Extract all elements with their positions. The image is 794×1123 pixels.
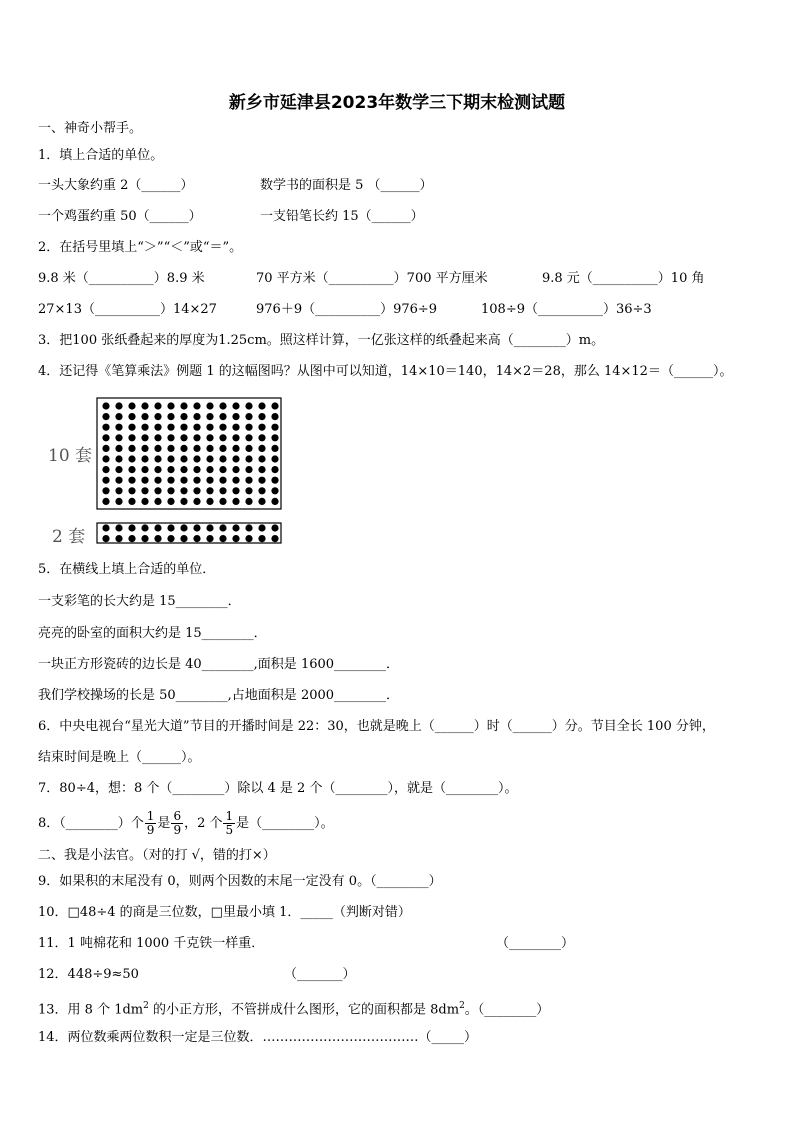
dot [232,413,239,420]
fraction-denominator: 9 [173,823,182,837]
dot [245,434,252,441]
dot [180,498,187,505]
dot [154,402,161,409]
dot [141,402,148,409]
dot [115,455,122,462]
question-12: 12．448÷9≈50 [38,967,139,982]
dot [141,466,148,473]
question-5-item-d: 我们学校操场的长是 50________,占地面积是 2000________． [38,688,400,703]
question-8-part-1: 8．（________）个 [38,816,144,831]
dot [102,445,109,452]
dot [141,524,148,531]
dot [128,487,135,494]
dot [219,402,226,409]
dot [206,524,213,531]
dot [115,445,122,452]
dot [154,455,161,462]
dot [141,477,148,484]
dot [232,466,239,473]
dot [219,413,226,420]
dot [258,413,265,420]
figure-label-top: 10 套 [48,446,93,466]
dot [219,524,226,531]
dot [258,477,265,484]
dot [271,434,278,441]
dot [245,498,252,505]
dot [102,434,109,441]
dot [219,424,226,431]
dot [115,487,122,494]
question-1-item-c: 一个鸡蛋约重 50（______） [38,209,202,224]
dot-array-figure [96,397,284,547]
dot [219,477,226,484]
fraction-numerator: 1 [225,809,234,823]
dot [232,477,239,484]
dot [115,434,122,441]
dot [245,402,252,409]
question-6-line-1: 6．中央电视台“星光大道”节目的开播时间是 22：30，也就是晚上（______）时（______）分。节目全长 100 分钟， [38,719,715,734]
dot [271,498,278,505]
dot [102,477,109,484]
dot [115,466,122,473]
dot [232,402,239,409]
dot [193,466,200,473]
fraction-denominator: 5 [225,823,234,837]
dot [115,424,122,431]
question-4: 4．还记得《笔算乘法》例题 1 的这幅图吗？从图中可以知道，14×10＝140，14×2＝28，那么 14×12＝（______）。 [38,364,733,379]
dot [167,535,174,542]
dot [102,466,109,473]
dot [180,424,187,431]
dot [258,455,265,462]
dot [271,487,278,494]
dot [271,477,278,484]
question-11: 11．1 吨棉花和 1000 千克铁一样重． [38,936,265,951]
dot [258,402,265,409]
dot [245,424,252,431]
dot [193,434,200,441]
dot [232,424,239,431]
dot [115,535,122,542]
dot [128,455,135,462]
dot [232,535,239,542]
dot [141,424,148,431]
dot [206,477,213,484]
question-8-part-3: ，2 个 [184,816,223,831]
dot [232,445,239,452]
dot [193,535,200,542]
dot [219,466,226,473]
dot [232,455,239,462]
dot [193,402,200,409]
dot [102,424,109,431]
dot [128,434,135,441]
dot [258,424,265,431]
dot [128,524,135,531]
dot [206,498,213,505]
question-7: 7．80÷4，想：8 个（________）除以 4 是 2 个（________），就是（________）。 [38,781,518,796]
question-13-part-2: 的小正方形，不管拼成什么图形，它的面积都是 8dm [148,1002,460,1018]
dot [128,498,135,505]
dot [167,402,174,409]
dot [102,413,109,420]
dot [115,413,122,420]
dot [219,434,226,441]
question-2-r2-c: 108÷9（__________）36÷3 [481,302,652,317]
dot [271,413,278,420]
question-1-item-b: 数学书的面积是 5 （______） [260,178,433,193]
dot [141,455,148,462]
dot [206,466,213,473]
dot [258,434,265,441]
fraction-numerator: 6 [173,809,182,823]
dot [206,434,213,441]
dot [115,524,122,531]
question-1-stem: 1．填上合适的单位。 [38,148,164,163]
dot [102,498,109,505]
dot [154,535,161,542]
dot [219,487,226,494]
question-10: 10．□48÷4 的商是三位数，□里最小填 1．_____（判断对错） [38,905,411,920]
dot [193,413,200,420]
dot [128,413,135,420]
dot [128,477,135,484]
dot [167,445,174,452]
dot [180,524,187,531]
fraction-denominator: 9 [146,823,155,837]
dot [180,477,187,484]
dot [154,413,161,420]
square-superscript: 2 [459,1001,465,1011]
dot [219,455,226,462]
dot [167,455,174,462]
fraction-6-9 [171,810,183,837]
dot [193,445,200,452]
dot [245,455,252,462]
question-13 [38,998,549,1018]
question-3: 3．把100 张纸叠起来的厚度为1.25cm。照这样计算，一亿张这样的纸叠起来高（________）m。 [38,333,605,348]
dot [180,466,187,473]
dot [206,413,213,420]
question-2-r2-b: 976＋9（__________）976÷9 [256,302,438,317]
section-1-heading: 一、神奇小帮手。 [38,121,143,136]
dot [193,477,200,484]
dot [271,455,278,462]
figure-label-bottom: 2 套 [52,527,86,547]
dot [232,498,239,505]
question-8-part-4: 是（________）。 [236,816,334,831]
dot [193,498,200,505]
dot [115,477,122,484]
question-5-item-b: 亮亮的卧室的面积大约是 15________． [38,626,267,641]
question-2-stem: 2．在括号里填上“＞”“＜”或“＝”。 [38,240,243,255]
dot [180,402,187,409]
top-dot-frame [97,398,281,509]
question-8 [38,810,334,838]
dot [180,487,187,494]
dot [193,455,200,462]
dot [154,466,161,473]
question-13-part-1: 13．用 8 个 1dm [38,1002,144,1018]
dot [271,445,278,452]
dot [219,445,226,452]
dot [115,498,122,505]
dot [102,487,109,494]
dot [128,402,135,409]
dot [258,535,265,542]
question-2-r1-c: 9.8 元（__________）10 角 [542,271,705,286]
dot [167,466,174,473]
page-title: 新乡市延津县2023年数学三下期末检测试题 [228,93,566,113]
dot [245,524,252,531]
dot [258,445,265,452]
dot [271,402,278,409]
dot [232,524,239,531]
dot [206,445,213,452]
dot [245,413,252,420]
dot [206,535,213,542]
dot [180,434,187,441]
dot [141,434,148,441]
dot [271,535,278,542]
dot [154,445,161,452]
dot [167,434,174,441]
question-11-answer-blank: （________） [496,936,575,951]
dot [219,535,226,542]
question-1-item-d: 一支铅笔长约 15（______） [260,209,424,224]
dot [128,445,135,452]
question-2-r1-a: 9.8 米（__________）8.9 米 [38,271,205,286]
dot [167,424,174,431]
question-8-part-2: 是 [157,816,171,831]
fraction-1-9 [145,810,157,837]
fraction-numerator: 1 [146,809,155,823]
question-6-line-2: 结束时间是晚上（______）。 [38,750,201,765]
dot [258,487,265,494]
dot [102,524,109,531]
question-5-item-a: 一支彩笔的长大约是 15________． [38,594,241,609]
dot [141,487,148,494]
question-13-part-3: 。（________） [464,1002,550,1018]
dot [258,524,265,531]
dot [206,487,213,494]
dot [245,487,252,494]
dot [154,477,161,484]
dot [180,413,187,420]
question-1-item-a: 一头大象约重 2（______） [38,178,194,193]
dot [206,402,213,409]
dot [154,498,161,505]
dot [167,413,174,420]
question-14: 14．两位数乘两位数积一定是三位数．………………………………（_____） [38,1030,478,1045]
dot [271,424,278,431]
dot [193,487,200,494]
dot [115,402,122,409]
dot [193,424,200,431]
dot [141,445,148,452]
dot [245,466,252,473]
dot [193,524,200,531]
dot [154,487,161,494]
question-5-stem: 5．在横线上填上合适的单位． [38,562,216,577]
dot [167,498,174,505]
question-2-r1-b: 70 平方米（__________）700 平方厘米 [256,271,488,286]
question-9: 9．如果积的末尾没有 0，则两个因数的末尾一定没有 0。（________） [38,874,442,889]
dot [245,445,252,452]
question-2-r2-a: 27×13（__________）14×27 [38,302,217,317]
dot [245,477,252,484]
dot [141,413,148,420]
dot [180,535,187,542]
question-12-answer-blank: （_______） [284,967,356,982]
dot [206,424,213,431]
dot [258,466,265,473]
question-5-item-c: 一块正方形瓷砖的边长是 40________,面积是 1600________． [38,657,400,672]
section-2-heading: 二、我是小法官。（对的打 √，错的打×） [38,848,276,863]
dot [245,535,252,542]
dot [180,445,187,452]
dot [232,487,239,494]
dot [102,402,109,409]
dot [219,498,226,505]
fraction-1-5 [223,810,235,837]
dot [180,455,187,462]
dot [154,524,161,531]
dot [167,477,174,484]
bottom-dot-frame [97,523,281,543]
dot [167,524,174,531]
dot [154,424,161,431]
dot [258,498,265,505]
dot [102,455,109,462]
square-superscript: 2 [143,1001,149,1011]
dot [271,466,278,473]
dot [232,434,239,441]
dot [128,424,135,431]
dot [141,498,148,505]
dot [102,535,109,542]
dot [128,466,135,473]
dot [271,524,278,531]
dot [167,487,174,494]
dot [154,434,161,441]
dot [206,455,213,462]
dot [128,535,135,542]
dot [141,535,148,542]
